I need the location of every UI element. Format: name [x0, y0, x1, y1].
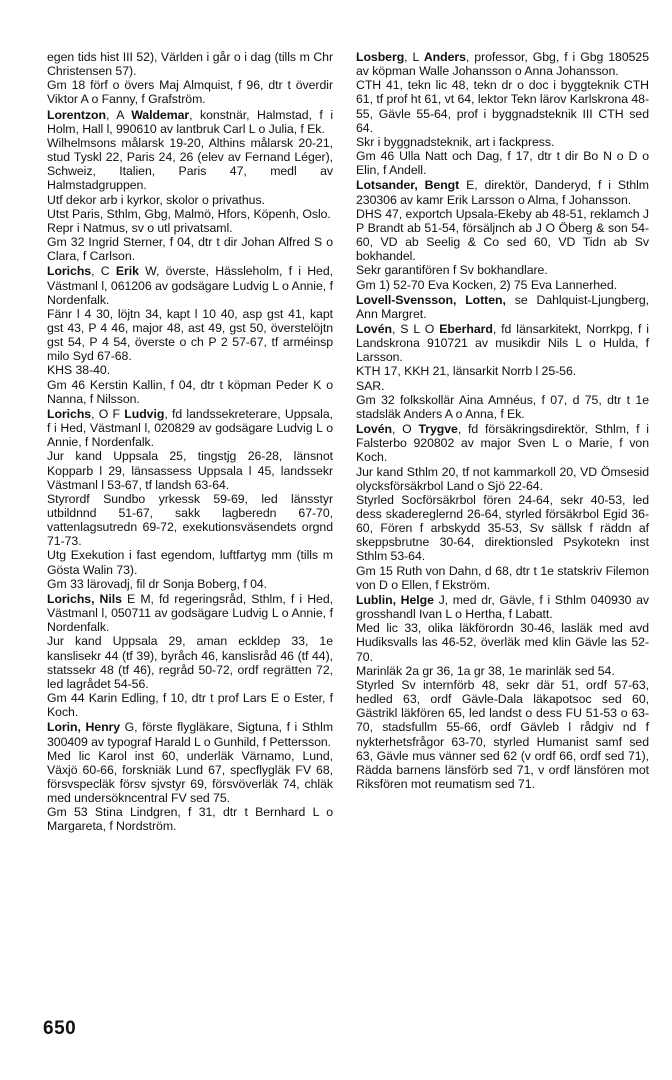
entry-name-part: G, — [120, 720, 138, 735]
entry-name: Ludvig — [124, 406, 165, 421]
entry-summary: med dr, Gävle, f i Sthlm 040930 av grosshandl Ivan L o Hertha, f Labatt. — [356, 592, 649, 622]
entry-paragraph: Gm 32 folkskollär Aina Amnéus, f 07, d 75, dtr t 1e stadsläk Anders A o Anna, f Ek. — [356, 392, 649, 421]
entry-name: Lorichs, Nils — [47, 591, 122, 606]
entry-name: Lublin, Helge — [356, 592, 434, 607]
entry-paragraph: Gm 46 Ulla Natt och Dag, f 17, dtr t dir Bo N o D o Elin, f Andell. — [356, 149, 649, 178]
entry-paragraph: Repr i Natmus, sv o utl privatsaml. — [47, 220, 233, 235]
entry-summary: förste flygläkare, Sigtuna, f i Sthlm 300409 av typograf Harald L o Gunhild, f Pettersson. — [47, 720, 334, 749]
entry-summary: fd länsarkitekt, Norrkpg, f i Landskrona 910721 av musikdir Nils L o Hulda, f Larsson. — [356, 321, 649, 365]
entry-name: Lorentzon — [47, 107, 106, 122]
entry-name-part: , C — [91, 264, 116, 279]
entry-paragraph: Gm 15 Ruth von Dahn, d 68, dtr t 1e statskriv Filemon von D o Ellen, f Ekström. — [356, 563, 649, 592]
entry-paragraph: Jur kand Uppsala 29, aman eckldep 33, 1e kanslisekr 44 (tf 39), byråch 46, kanslisråd 46 (tf 44), statssekr 48 (tf 46), regråd 50-72, ordf regrätten 72, led lagrådet 54-56. — [47, 634, 333, 691]
entry-heading-line — [47, 108, 333, 136]
entry-name-part: , — [189, 107, 193, 122]
entry-name: Lotsander, Bengt — [356, 178, 460, 193]
entry-paragraph: Gm 44 Karin Edling, f 10, dtr t prof Lars E o Ester, f Koch. — [47, 691, 333, 720]
entry-name: Erik — [115, 264, 139, 279]
biography-entry — [356, 593, 649, 791]
entry-paragraph: Gm 33 lärovadj, fil dr Sonja Boberg, f 04. — [47, 576, 268, 591]
entry-heading-line — [47, 720, 333, 748]
biography-entry — [47, 592, 333, 719]
entry-name: Losberg — [356, 50, 405, 64]
entry-summary: fd landssekreterare, Uppsala, f i Hed, Västmanl l, 020829 av godsägare Ludvig L o Annie, f Nordenfalk. — [47, 406, 333, 450]
entry-paragraph: Gm 46 Kerstin Kallin, f 04, dtr t köpman Peder K o Nanna, f Nilsson. — [47, 377, 333, 406]
biography-entry — [47, 720, 333, 833]
entry-summary: W, överste, Hässleholm, f i Hed, Västmanl l, 061206 av godsägare Ludvig L o Annie, f Nordenfalk. — [47, 264, 334, 307]
entry-summary: professor, Gbg, f i Gbg 180525 av köpman Walle Johansson o Anna Johansson. — [356, 50, 650, 79]
entry-heading-line — [47, 264, 333, 306]
entry-paragraph: Jur kand Sthlm 20, tf not kammarkoll 20, VD Ömsesid olycksförsäkrbol Land o Sjö 22-64. — [356, 464, 649, 493]
entry-paragraph: Sekr garantifören f Sv bokhandlare. — [356, 263, 548, 278]
entry-heading-line — [356, 178, 649, 206]
entry-heading-line — [356, 293, 649, 321]
entry-paragraph: DHS 47, exportch Upsala-Ekeby ab 48-51, reklamch J P Brandt ab 51-54, försäljnch ab J O Öberg & son 54-60, VD ab Seelig & Co sed 60, VD Tidn ab Sv bokhandel. — [356, 206, 649, 264]
page-number: 650 — [43, 1018, 77, 1039]
entry-summary: fd regeringsråd, Sthlm, f i Hed, Västmanl l, 050711 av godsägare Ludvig L o Annie, f Nordenfalk. — [47, 591, 333, 635]
entry-name-part: , — [457, 422, 462, 437]
biography-entry — [356, 50, 649, 177]
entry-paragraph: Jur kand Uppsala 25, tingstjg 26-28, länsnot Kopparb l 29, länsassess Uppsala l 45, landssekr Västmanl l 53-67, tf landsh 63-64. — [47, 449, 333, 492]
entry-paragraph: Med lic 33, olika läkförordn 30-46, lasläk med avd Hudiksvalls las 46-52, överläk med klin Gävle las 52-70. — [356, 621, 649, 664]
entry-paragraph: Med lic Karol inst 60, underläk Värnamo, Lund, Växjö 60-66, forskniäk Lund 67, specflygläk FV 68, försvspecläk försv sjvstyr 69, försvöverläk 74, chläk med undersökncentral FV sed 75. — [47, 748, 333, 806]
entry-summary: konstnär, Halmstad, f i Holm, Hall l, 990610 av lantbruk Carl L o Julia, f Ek. — [47, 107, 333, 136]
right-column — [356, 50, 649, 791]
entry-paragraph: Gm 1) 52-70 Eva Kocken, 2) 75 Eva Lannerhed. — [356, 277, 617, 292]
entry-name: Lorichs — [47, 264, 92, 279]
entry-heading-line — [356, 422, 649, 464]
entry-heading-line — [47, 407, 333, 449]
entry-name-part: , L — [404, 50, 424, 64]
entry-paragraph: Utf dekor arb i kyrkor, skolor o privathus. — [47, 192, 265, 207]
entry-name: Trygve — [418, 422, 458, 437]
entry-heading-line — [356, 322, 649, 364]
entry-paragraph: Skr i byggnadsteknik, art i fackpress. — [356, 134, 555, 149]
entry-paragraph: Styrled Sv internförb 48, sekr där 51, ordf 57-63, hedled 63, ordf Gävle-Dala läkapotsoc sed 60, Gästrikl läkfören 65, led landst o dess FU 51-53 o 63-70, stadsfullm 55-66, ordf Gävleb l rådgiv nd f nykterhetsfrågor 63-70, styrled Humanist samf sed 63, Gävle mus vänner sed 62 (v ordf 66, ordf sed 71), Rädda barnens länsförb sed 71, v ordf länsfören mot Riksfören mot reumatism sed 71. — [356, 677, 649, 791]
biography-entry — [356, 178, 649, 291]
entry-name-part: , A — [105, 107, 132, 122]
entry-name: Lovén — [356, 422, 392, 437]
entry-name-part: E, — [459, 178, 478, 193]
biography-entry — [47, 407, 333, 591]
entry-paragraph: Fänr l 4 30, löjtn 34, kapt l 10 40, asp gst 41, kapt gst 43, P 4 46, major 48, ast 49, gst 50, överstelöjtn gst 54, P 4 54, överste o ch P 2 57-67, tf arméinsp milo Syd 67-68. — [47, 306, 333, 364]
entry-name: Anders — [423, 50, 466, 64]
entry-summary: se Dahlquist-Ljungberg, Ann Margret. — [356, 292, 649, 321]
entry-name: Lorin, Henry — [47, 720, 121, 735]
biography-entry — [47, 264, 333, 406]
biography-entry — [47, 108, 333, 264]
entry-heading-line — [47, 592, 333, 634]
biography-entry — [356, 422, 649, 592]
entry-name-part: J, — [433, 592, 449, 607]
entry-summary: direktör, Danderyd, f i Sthlm 230306 av kamr Erik Larsson o Alma, f Johansson. — [356, 178, 649, 207]
entry-summary: fd försäkringsdirektör, Sthlm, f i Falsterbo 920802 av major Sven L o Marie, f von Koch. — [356, 422, 649, 465]
entry-paragraph: Styrled Socförsäkrbol fören 24-64, sekr 40-53, led dess skadereglernd 26-64, styrled försäkrbol Egid 36-60, Fören f arbskydd 35-53, Sv sällsk f räddn af skeppsbrutne 30-64, direktionsled Psykotekn inst Sthlm 53-64. — [356, 492, 649, 564]
entry-heading-line — [356, 593, 649, 621]
entry-paragraph: Gm 53 Stina Lindgren, f 31, dtr t Bernhard L o Margareta, f Nordström. — [47, 805, 333, 834]
entry-paragraph: Utst Paris, Sthlm, Gbg, Malmö, Hfors, Köpenh, Oslo. — [47, 206, 331, 221]
entry-paragraph: egen tids hist III 52), Världen i går o i dag (tills m Chr Christensen 57). — [47, 50, 333, 79]
left-column — [47, 50, 333, 834]
entry-paragraph: KTH 17, KKH 21, länsarkit Norrb l 25-56. — [356, 364, 577, 379]
entry-paragraph: Styrordf Sundbo yrkessk 59-69, led länsstyr utbildnnd 51-67, sakk lagberedn 67-70, vattenlagsutredn 69-72, exekutionsväsendets orgnd 71-73. — [47, 491, 333, 549]
entry-name-part: , S L O — [391, 321, 440, 336]
entry-name: Lovell-Svensson, Lotten, — [356, 292, 506, 307]
entry-paragraph: KHS 38-40. — [47, 363, 111, 378]
entry-paragraph: Gm 18 förf o övers Maj Almquist, f 96, dtr t överdir Viktor A o Fanny, f Grafström. — [47, 78, 333, 107]
entry-name-part: , O F — [91, 406, 125, 421]
entry-name-part: E M, — [121, 591, 154, 606]
entry-name: Waldemar — [131, 107, 190, 122]
entry-name: Lorichs — [47, 406, 92, 421]
entry-name-part: , — [492, 321, 497, 336]
entry-name-part: , O — [391, 422, 419, 437]
entry-paragraph: Gm 32 Ingrid Sterner, f 04, dtr t dir Johan Alfred S o Clara, f Carlson. — [47, 235, 333, 264]
entry-name-part: , — [465, 50, 470, 64]
biography-entry — [356, 322, 649, 421]
biography-entry — [47, 50, 333, 107]
entry-paragraph: Marinläk 2a gr 36, 1a gr 38, 1e marinläk sed 54. — [356, 663, 615, 678]
entry-paragraph: SAR. — [356, 378, 385, 393]
entry-name: Eberhard — [439, 321, 493, 336]
entry-paragraph: CTH 41, tekn lic 48, tekn dr o doc i byggteknik CTH 61, tf prof ht 61, vt 64, lektor Tekn lärov Karlskrona 48-55, Gävle 55-64, prof i byggnadsteknik III CTH sed 64. — [356, 78, 649, 135]
entry-name-part: , — [164, 406, 168, 421]
entry-name: Lovén — [356, 321, 392, 336]
biography-entry — [356, 293, 649, 321]
entry-paragraph: Wilhelmsons målarsk 19-20, Althins målarsk 20-21, stud Tyskl 22, Paris 24, 26 (elev av Fernand Léger), Schweiz, Italien, Paris 47, medl av Halmstadgruppen. — [47, 135, 333, 193]
entry-paragraph: Utg Exekution i fast egendom, luftfartyg mm (tills m Gösta Walin 73). — [47, 548, 333, 577]
entry-heading-line — [356, 50, 649, 78]
